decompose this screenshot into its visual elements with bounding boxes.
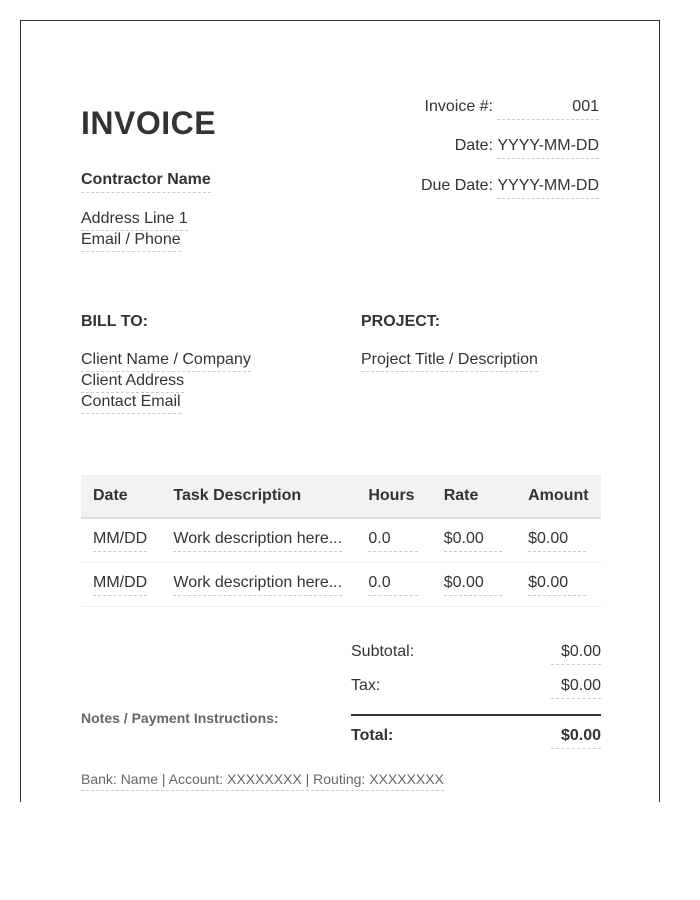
row-hours-field[interactable]: 0.0 — [368, 530, 418, 552]
tax-value[interactable]: $0.00 — [551, 677, 601, 699]
contractor-contact-block — [81, 210, 188, 252]
table-cell-hours — [356, 563, 431, 607]
project-heading: PROJECT: — [361, 313, 441, 330]
contractor-name[interactable] — [81, 171, 211, 193]
column-header-hours: Hours — [356, 475, 431, 518]
table-row — [81, 518, 601, 563]
table-cell-date — [81, 518, 161, 563]
table-row — [81, 563, 601, 607]
table-header-row — [81, 475, 601, 518]
line-items-table — [81, 475, 601, 607]
bill-to-block — [81, 351, 251, 414]
contractor-address-field[interactable]: Address Line 1 — [81, 210, 188, 231]
table-cell-amount — [516, 518, 601, 563]
table-cell-rate — [432, 563, 516, 607]
row-rate-field[interactable]: $0.00 — [444, 574, 502, 596]
invoice-date-field[interactable]: YYYY-MM-DD — [497, 137, 599, 159]
due-date-field[interactable]: YYYY-MM-DD — [497, 177, 599, 199]
invoice-date-label: Date: — [454, 137, 493, 154]
row-hours-field[interactable]: 0.0 — [368, 574, 418, 596]
row-amount-field[interactable]: $0.00 — [528, 574, 586, 596]
column-header-task: Task Description — [161, 475, 356, 518]
total-value[interactable]: $0.00 — [551, 727, 601, 749]
contractor-name-text[interactable]: Contractor Name — [81, 171, 211, 193]
client-address-field[interactable]: Client Address — [81, 372, 184, 393]
notes-label: Notes / Payment Instructions: — [81, 710, 279, 726]
totals-block — [351, 643, 601, 773]
total-divider — [351, 714, 601, 716]
table-cell-rate — [432, 518, 516, 563]
client-email-field[interactable]: Contact Email — [81, 393, 181, 414]
column-header-date: Date — [81, 475, 161, 518]
column-header-rate: Rate — [432, 475, 516, 518]
due-date-row — [421, 177, 599, 199]
subtotal-value[interactable]: $0.00 — [551, 643, 601, 665]
invoice-number-row — [425, 98, 599, 120]
contractor-contact-field[interactable]: Email / Phone — [81, 231, 181, 252]
due-date-label: Due Date: — [420, 177, 493, 194]
invoice-number-field[interactable]: 001 — [497, 98, 599, 120]
subtotal-label: Subtotal: — [351, 643, 415, 660]
row-rate-field[interactable]: $0.00 — [444, 530, 502, 552]
bank-details-field[interactable]: Bank: Name | Account: XXXXXXXX | Routing: XXXXXXXX — [81, 771, 444, 791]
row-task-field[interactable]: Work description here... — [173, 574, 342, 596]
tax-label: Tax: — [351, 677, 381, 694]
bank-details — [81, 771, 444, 791]
invoice-title: INVOICE — [81, 105, 217, 141]
row-date-field[interactable]: MM/DD — [93, 574, 147, 596]
table-cell-task — [161, 563, 356, 607]
invoice-date-row — [455, 137, 599, 159]
table-cell-amount — [516, 563, 601, 607]
table-cell-hours — [356, 518, 431, 563]
bill-to-heading: BILL TO: — [81, 313, 148, 330]
row-amount-field[interactable]: $0.00 — [528, 530, 586, 552]
table-cell-date — [81, 563, 161, 607]
row-date-field[interactable]: MM/DD — [93, 530, 147, 552]
total-label: Total: — [351, 727, 394, 744]
project-description-field[interactable]: Project Title / Description — [361, 351, 538, 372]
row-task-field[interactable]: Work description here... — [173, 530, 342, 552]
project-block — [361, 351, 538, 372]
invoice-page — [20, 20, 660, 802]
client-name-field[interactable]: Client Name / Company — [81, 351, 251, 372]
column-header-amount: Amount — [516, 475, 601, 518]
table-cell-task — [161, 518, 356, 563]
invoice-number-label: Invoice #: — [424, 98, 493, 115]
